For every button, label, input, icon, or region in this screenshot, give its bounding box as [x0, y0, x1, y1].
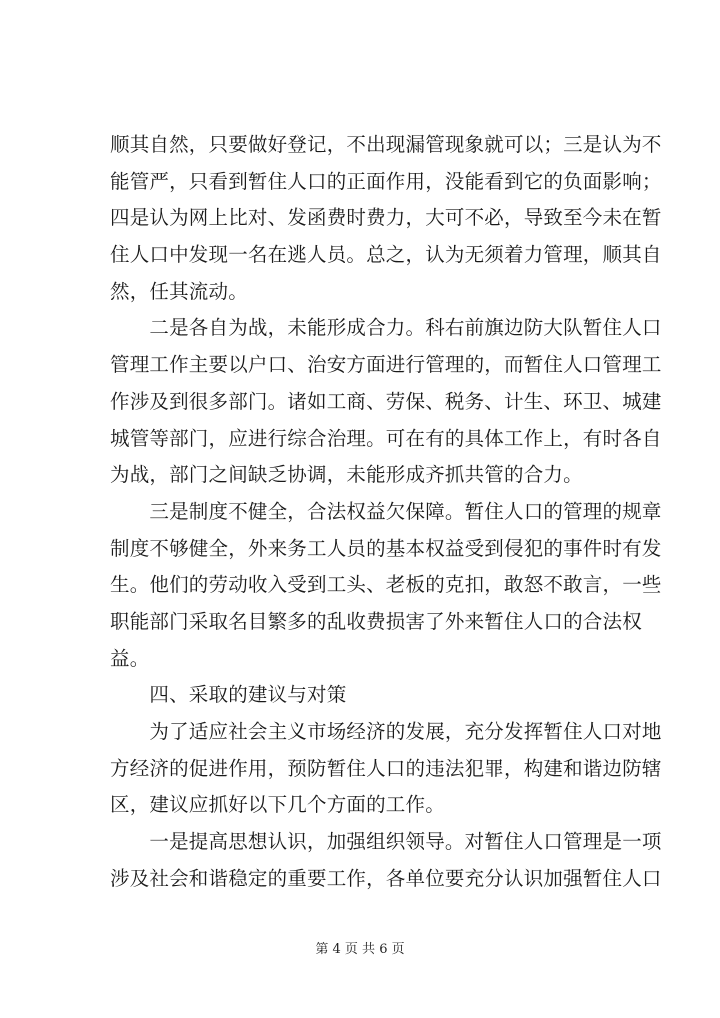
text-line: 三是制度不健全，合法权益欠保障。暂住人口的管理的规章	[110, 499, 662, 523]
text-line: 能管严，只看到暂住人口的正面作用，没能看到它的负面影响；	[110, 169, 662, 193]
text-line: 生。他们的劳动收入受到工头、老板的克扣，敢怒不敢言，一些	[110, 573, 662, 597]
text-line: 职能部门采取名目繁多的乱收费损害了外来暂住人口的合法权	[110, 609, 642, 633]
text-line: 二是各自为战，未能形成合力。科右前旗边防大队暂住人口	[110, 316, 662, 340]
page-footer: 第 4 页 共 6 页	[315, 942, 405, 957]
text-line: 方经济的促进作用，预防暂住人口的违法犯罪，构建和谐边防辖	[110, 756, 662, 780]
text-line: 住人口中发现一名在逃人员。总之，认为无须着力管理，顺其自	[110, 243, 662, 267]
text-line: 作涉及到很多部门。诸如工商、劳保、税务、计生、环卫、城建	[110, 389, 662, 413]
text-line: 四是认为网上比对、发函费时费力，大可不必，导致至今未在暂	[110, 206, 662, 230]
text-line: 为战，部门之间缺乏协调，未能形成齐抓共管的合力。	[110, 463, 583, 487]
text-line: 一是提高思想认识，加强组织领导。对暂住人口管理是一项	[110, 830, 662, 854]
body-text	[110, 127, 662, 897]
text-line: 顺其自然，只要做好登记，不出现漏管现象就可以；三是认为不	[110, 133, 662, 156]
text-line: 城管等部门，应进行综合治理。可在有的具体工作上，有时各自	[110, 426, 662, 450]
text-line: 管理工作主要以户口、治安方面进行管理的，而暂住人口管理工	[110, 353, 662, 377]
text-line: 四、采取的建议与对策	[110, 683, 347, 707]
text-line: 为了适应社会主义市场经济的发展，充分发挥暂住人口对地	[110, 720, 662, 743]
text-line: 区，建议应抓好以下几个方面的工作。	[110, 793, 445, 817]
text-line: 涉及社会和谐稳定的重要工作，各单位要充分认识加强暂住人口	[110, 866, 662, 890]
text-line: 益。	[110, 646, 150, 670]
text-line: 制度不够健全，外来务工人员的基本权益受到侵犯的事件时有发	[110, 536, 662, 560]
text-line: 然，任其流动。	[110, 279, 248, 303]
